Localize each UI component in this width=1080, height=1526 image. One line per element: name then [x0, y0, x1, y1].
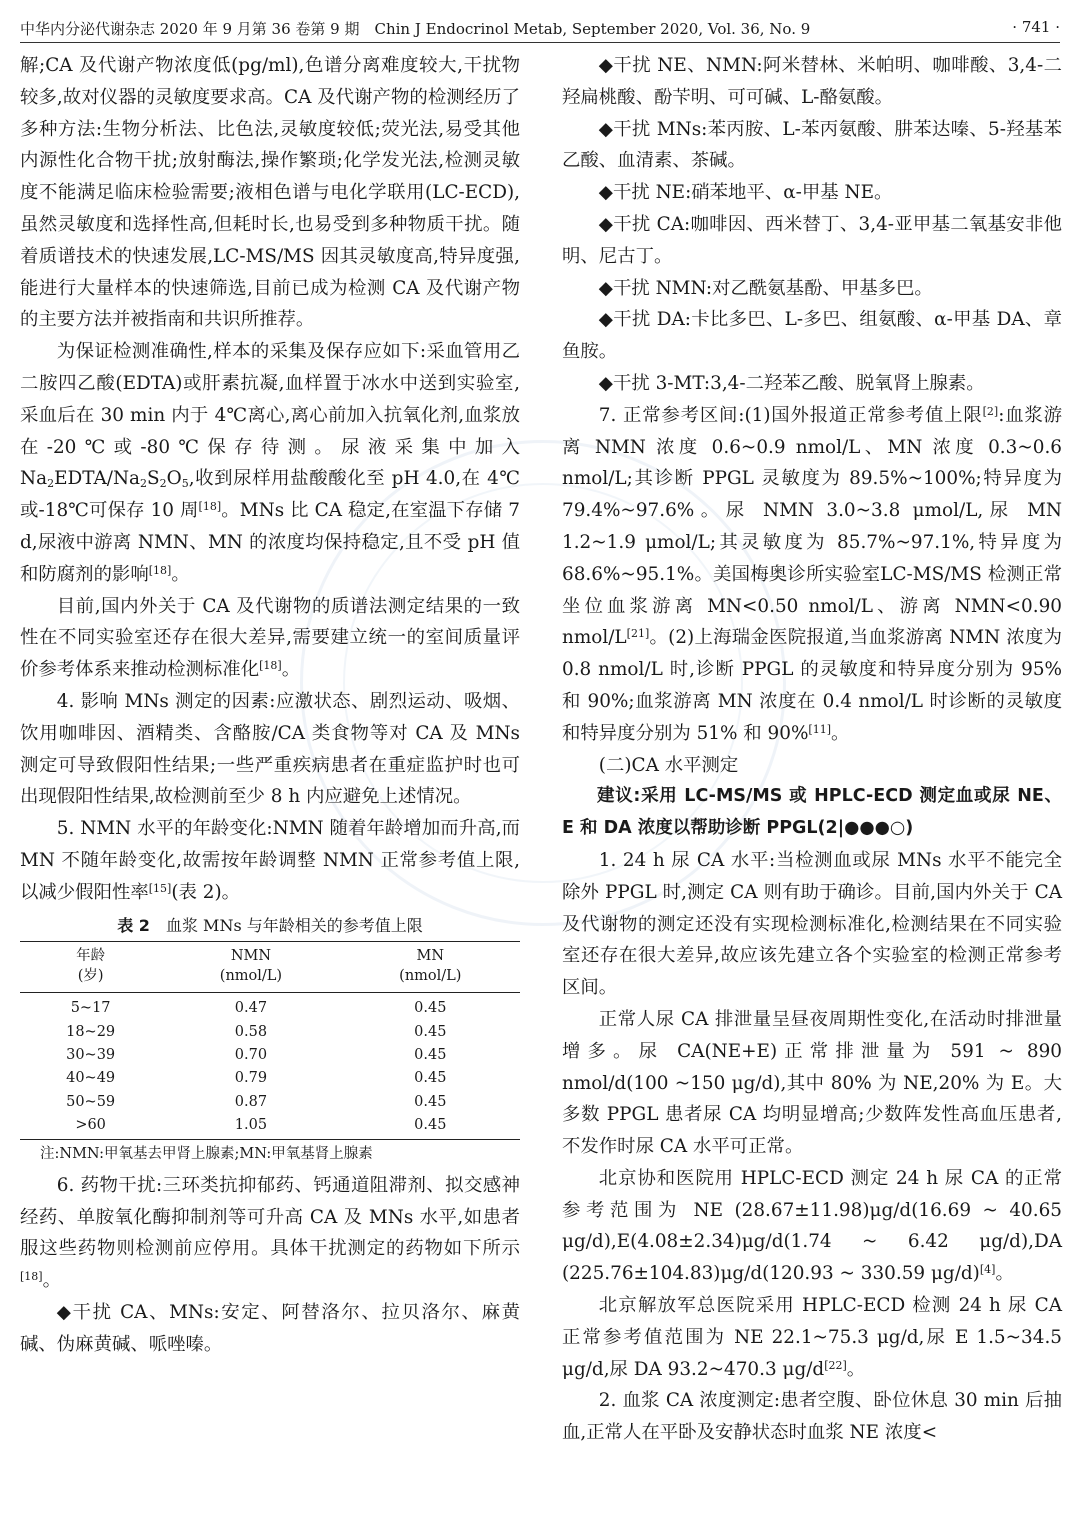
citation: [18]: [148, 563, 172, 577]
paragraph-factors: 4. 影响 MNs 测定的因素:应激状态、剧烈运动、吸烟、饮用咖啡因、酒精类、含酪胺/CA 类食物等对 CA 及 MNs 测定可导致假阳性结果;一些严重疾病患者在重症监护时也可出现假阳性结果,故检测前至少 8 h 内应避免上述情况。: [20, 690, 520, 808]
citation: [18]: [20, 1270, 43, 1284]
paragraph-reference-interval: 7. 正常参考区间:(1)国外报道正常参考值上限[2]:血浆游离 NMN 浓度 0.6~0.9 nmol/L、MN 浓度 0.3~0.6 nmol/L;其诊断 PPGL 灵敏度为 89.5%~100%;特异度为 79.4%~97.6%。尿 NMN 3.0~3.8 μmol/L,尿 MN 1.2~1.9 μmol/L;其灵敏度为 85.7%~97.1%,特异度为 68.6%~95.1%。美国梅奥诊所实验室LC-MS/MS 检测正常坐位血浆游离 MN<0.50 nmol/L、游离 NMN<0.90 nmol/L[21]。(2)上海瑞金医院报道,当血浆游离 NMN 浓度为 0.8 nmol/L 时,诊断 PPGL 的灵敏度和特异度分别为 95% 和 90%;血浆游离 MN 浓度在 0.4 nmol/L 时诊断的灵敏度和特异度分别为 51% 和 90%[11]。: [562, 404, 1063, 744]
paragraph-drug-interference: 6. 药物干扰:三环类抗抑郁药、钙通道阻滞剂、拟交感神经药、单胺氧化酶抑制剂等可升高 CA 及 MNs 水平,如患者服这些药物则检测前应停用。具体干扰测定的药物如下所示[18]。: [20, 1174, 520, 1292]
bullet-ca: ◆干扰 CA:咖啡因、西米替丁、3,4-亚甲基二氧基安非他明、尼古丁。: [562, 213, 1062, 267]
table-header: 年龄 (岁): [20, 941, 161, 992]
citation: [4]: [979, 1263, 996, 1277]
bullet-mns: ◆干扰 MNs:苯丙胺、L-苯丙氨酸、肼苯达嗪、5-羟基苯乙酸、血清素、茶碱。: [562, 118, 1062, 172]
running-header: [20, 14, 1060, 43]
citation: [15]: [148, 881, 172, 895]
citation: [18]: [198, 500, 222, 514]
citation: [2]: [982, 404, 999, 418]
recommendation: 建议:采用 LC-MS/MS 或 HPLC-ECD 测定血或尿 NE、E 和 DA 浓度以帮助诊断 PPGL(2|●●●○): [562, 786, 1062, 839]
citation: [18]: [259, 659, 282, 673]
table-row: 40~49 0.79 0.45: [66, 1070, 447, 1087]
bullet-3mt: ◆干扰 3-MT:3,4-二羟苯乙酸、脱氧肾上腺素。: [598, 372, 985, 394]
left-column: [20, 50, 520, 1361]
citation: [21]: [626, 627, 650, 641]
paragraph-methods: 解;CA 及代谢产物浓度低(pg/ml),色谱分离难度较大,干扰物较多,故对仪器的灵敏度要求高。CA 及代谢产物的检测经历了多种方法:生物分析法、比色法,灵敏度较低;荧光法,易受其他内源性化合物干扰;放射酶法,操作繁琐;化学发光法,检测灵敏度不能满足临床检验需要;液相色谱与电化学联用(LC-ECD),虽然灵敏度和选择性高,但耗时长,也易受到多种物质干扰。随着质谱技术的快速发展,LC-MS/MS 因其灵敏度高,特异度强,能进行大量样本的快速筛选,目前已成为检测 CA 及代谢产物的主要方法并被指南和共识所推荐。: [20, 55, 520, 331]
paragraph-plasma-ca: 2. 血浆 CA 浓度测定:患者空腹、卧位休息 30 min 后抽血,正常人在平卧及安静状态时血浆 NE 浓度<: [562, 1390, 1062, 1444]
page-number: · 741 ·: [1012, 18, 1060, 36]
table-note: 注:NMN:甲氧基去甲肾上腺素;MN:甲氧基肾上腺素: [40, 1145, 373, 1162]
bullet-ca-mns: ◆干扰 CA、MNs:安定、阿替洛尔、拉贝洛尔、麻黄碱、伪麻黄碱、哌唑嗪。: [20, 1302, 520, 1355]
paragraph-sample-collection: 为保证检测准确性,样本的采集及保存应如下:采血管用乙二胺四乙酸(EDTA)或肝素抗凝,血样置于冰水中送到实验室,采血后在 30 min 内于 4℃离心,离心前加入抗氧化剂,血浆放在-20℃或-80℃保存待测。尿液采集中加入 $Na_2EDTA/Na_2S_2O_5$,收到尿样用盐酸酸化至 pH 4.0,在 4℃或-18℃可保存 10 周[18]。MNs 比 CA 稳定,在室温下存储 7 d,尿液中游离 NMN、MN 的浓度均保持稳定,且不受 pH 值和防腐剂的影响[18]。: [20, 341, 520, 585]
table-caption: 表 2 血浆 MNs 与年龄相关的参考值上限: [117, 915, 423, 935]
citation: [22]: [824, 1358, 847, 1372]
bullet-nmn: ◆干扰 NMN:对乙酰氨基酚、甲基多巴。: [598, 277, 933, 299]
table-row: 18~29 0.58 0.45: [66, 1023, 447, 1040]
table-row: 5~17 0.47 0.45: [70, 1000, 447, 1017]
journal-citation: 中华内分泌代谢杂志 2020 年 9 月第 36 卷第 9 期 Chin J Endocrinol Metab, September 2020, Vol. 36, No. 9: [20, 20, 811, 38]
paragraph-pumch: 北京协和医院用 HPLC-ECD 测定 24 h 尿 CA 的正常参考范围为 NE (28.67±11.98)μg/d(16.69 ~ 40.65 μg/d),E(4.08±2.34)μg/d(1.74 ~ 6.42 μg/d),DA (225.76±104.83)μg/d(120.93 ~ 330.59 μg/d)[4]。: [562, 1167, 1062, 1285]
citation: [11]: [808, 722, 832, 736]
paragraph-age-change: 5. NMN 水平的年龄变化:NMN 随着年龄增加而升高,而 MN 不随年龄变化,故需按年龄调整 NMN 正常参考值上限,以减少假阳性率[15](表 2)。: [20, 818, 520, 903]
table-row: 30~39 0.70 0.45: [66, 1046, 447, 1063]
paragraph-urine-ca: 1. 24 h 尿 CA 水平:当检测血或尿 MNs 水平不能完全除外 PPGL 时,测定 CA 则有助于确诊。目前,国内外关于 CA 及代谢物的测定还没有实现检测标准化,检测结果在不同实验室还存在很大差异,故应该先建立各个实验室的检测正常参考区间。: [562, 849, 1062, 999]
bullet-ne: ◆干扰 NE:硝苯地平、α-甲基 NE。: [598, 182, 893, 204]
table-header: MN (nmol/L): [341, 941, 520, 992]
reference-table: [20, 941, 520, 1140]
table-row: 50~59 0.87 0.45: [66, 1093, 447, 1110]
right-column: [562, 50, 1062, 1449]
bullet-da: ◆干扰 DA:卡比多巴、L-多巴、组氨酸、α-甲基 DA、章鱼胺。: [562, 309, 1062, 363]
bullet-ne-nmn: ◆干扰 NE、NMN:阿米替林、米帕明、咖啡酸、3,4-二羟扁桃酸、酚苄明、可可碱、L-酪氨酸。: [562, 55, 1062, 108]
section-heading: (二)CA 水平测定: [598, 754, 739, 776]
paragraph-plagh: 北京解放军总医院采用 HPLC-ECD 检测 24 h 尿 CA 正常参考值范围为 NE 22.1~75.3 μg/d,尿 E 1.5~34.5 μg/d,尿 DA 93.2~470.3 μg/d[22]。: [562, 1295, 1062, 1380]
table-header: NMN (nmol/L): [161, 941, 340, 992]
paragraph-standardization: 目前,国内外关于 CA 及代谢物的质谱法测定结果的一致性在不同实验室还存在很大差异,需要建立统一的室间质量评价参考体系来推动检测标准化[18]。: [20, 595, 520, 681]
paragraph-circadian: 正常人尿 CA 排泄量呈昼夜周期性变化,在活动时排泄量增多。尿 CA(NE+E)正常排泄量为 591 ~ 890 nmol/d(100 ~150 μg/d),其中 80% 为 NE,20% 为 E。大多数 PPGL 患者尿 CA 均明显增高;少数阵发性高血压患者,不发作时尿 CA 水平可正常。: [562, 1008, 1062, 1158]
table-row: >60 1.05 0.45: [20, 1113, 520, 1139]
